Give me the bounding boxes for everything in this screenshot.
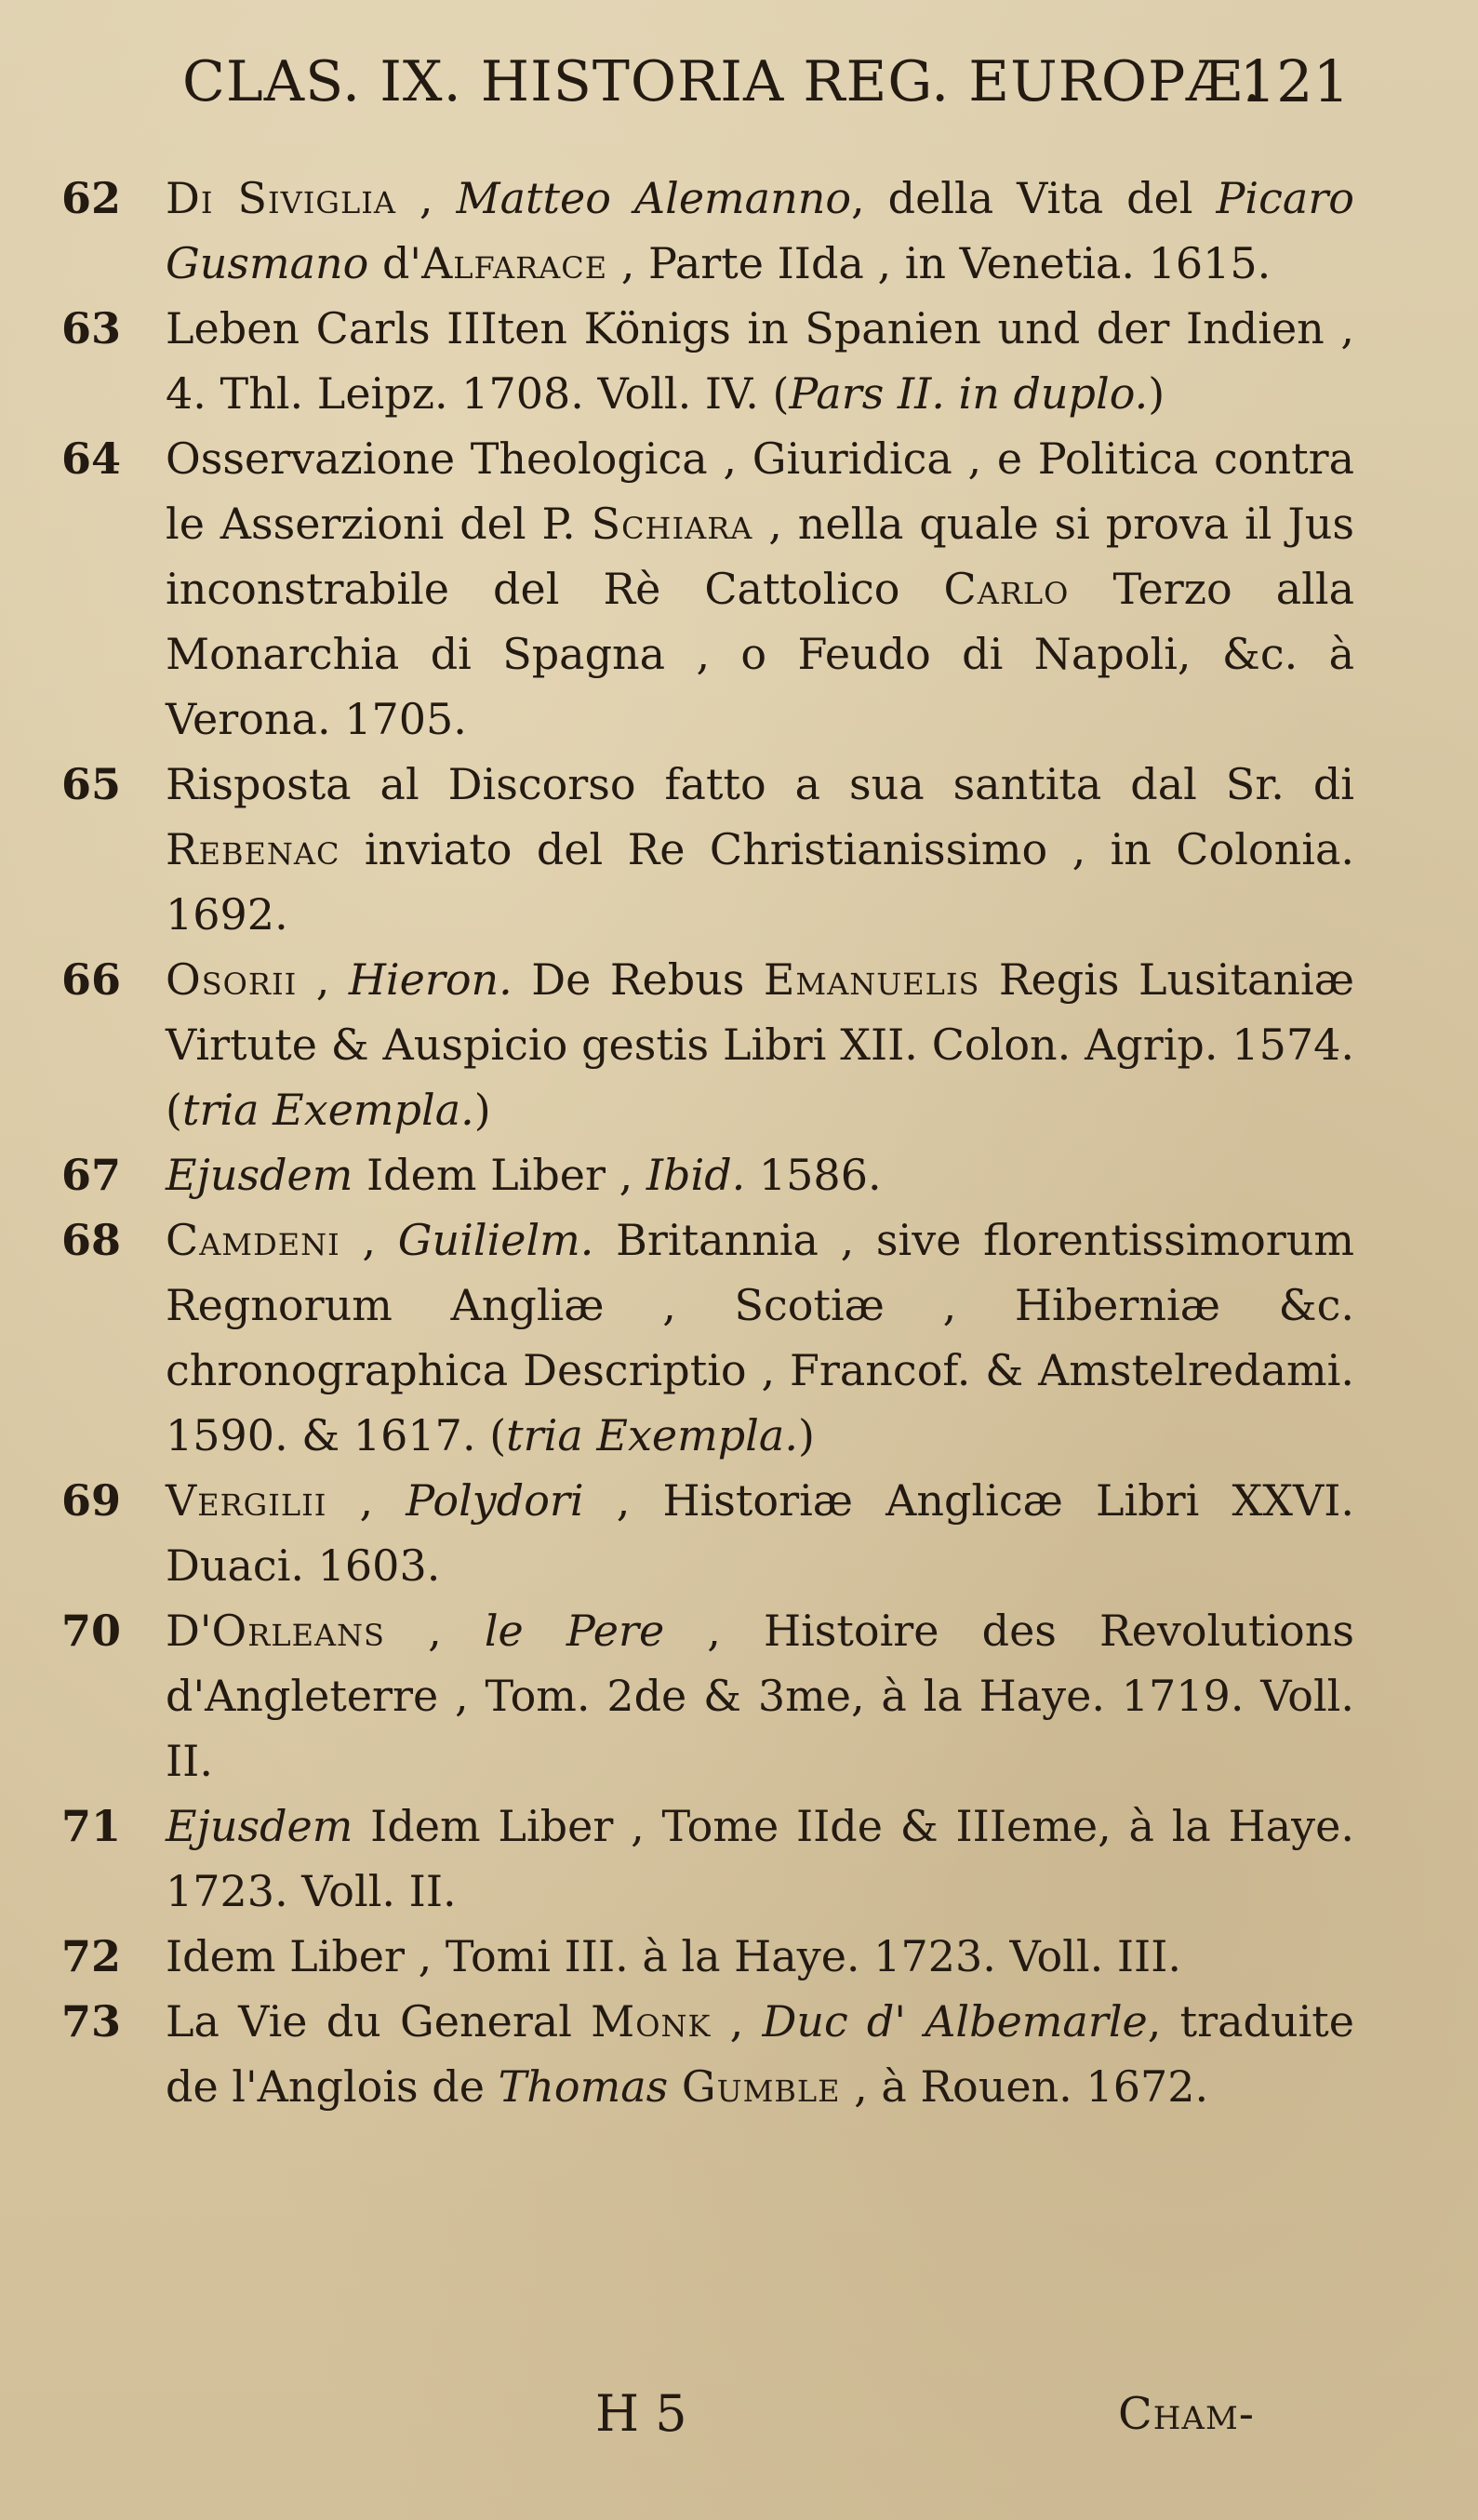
- small-caps-name: Gumble: [681, 2061, 841, 2112]
- entry-text: inviato del Re Christianissimo , in Colonia. 1692.: [166, 824, 1354, 940]
- running-header: [182, 35, 1350, 138]
- italic-text: Guilielm.: [397, 1215, 594, 1265]
- catalogue-entries: [61, 166, 1354, 2119]
- entry-text: , nella quale si prova il Jus inconstrabile del Rè Cattolico: [166, 499, 1355, 614]
- entry-text: Idem Liber ,: [353, 1150, 646, 1200]
- italic-text: Thomas: [498, 2061, 669, 2112]
- catalogue-entry: [61, 296, 1354, 426]
- entry-text: ,: [711, 1996, 763, 2047]
- small-caps-name: Camdeni: [166, 1215, 340, 1265]
- entry-number: 69: [61, 1475, 122, 1526]
- italic-text: tria Exempla.: [181, 1085, 474, 1135]
- entry-number: 64: [61, 433, 122, 484]
- entry-text: ): [1148, 368, 1165, 419]
- entry-text: , della Vita del: [851, 173, 1217, 223]
- signature-mark: H 5: [595, 2384, 687, 2443]
- catalogue-entry: [61, 1989, 1354, 2119]
- small-caps-name: Carlo: [943, 564, 1070, 614]
- small-caps-name: Monk: [591, 1996, 712, 2047]
- italic-text: Hieron.: [348, 954, 513, 1005]
- entry-text: , à Rouen. 1672.: [840, 2061, 1209, 2112]
- italic-text: Ibid.: [646, 1150, 746, 1200]
- entry-number: 73: [61, 1996, 122, 2047]
- entry-number: 65: [61, 759, 122, 809]
- entry-text: Risposta al Discorso fatto a sua santita dal Sr. di: [166, 759, 1354, 809]
- italic-text: tria Exempla.: [506, 1410, 798, 1460]
- entry-text: ,: [340, 1215, 398, 1265]
- catalogue-entry: [61, 426, 1354, 752]
- italic-text: le Pere: [484, 1606, 665, 1656]
- catalogue-entry: [61, 1598, 1354, 1793]
- entry-text: De Rebus: [512, 954, 764, 1005]
- entry-number: 70: [61, 1606, 122, 1656]
- small-caps-name: Emanuelis: [763, 954, 980, 1005]
- header-title: CLAS. IX. HISTORIA REG. EUROPÆ.: [182, 49, 1262, 114]
- small-caps-name: Alfarace: [421, 238, 608, 288]
- entry-text: ,: [326, 1475, 406, 1526]
- italic-text: Ejusdem: [166, 1150, 353, 1200]
- entry-text: ,: [384, 1606, 485, 1656]
- entry-text: , traduite de l'Anglois de: [166, 1996, 1354, 2112]
- entry-text: , Parte IIda , in Venetia. 1615.: [607, 238, 1272, 288]
- entry-number: 72: [61, 1931, 122, 1981]
- small-caps-name: Rebenac: [166, 824, 340, 874]
- page-number: 121: [1239, 47, 1350, 115]
- entry-text: Idem Liber , Tomi III. à la Haye. 1723. Voll. III.: [166, 1931, 1181, 1981]
- entry-text: Terzo alla Monarchia di Spagna , o Feudo di Napoli, &c. à Verona. 1705.: [166, 564, 1354, 744]
- small-caps-name: Vergilii: [166, 1475, 327, 1526]
- entry-number: 68: [61, 1215, 122, 1265]
- small-caps-name: Orleans: [211, 1606, 385, 1656]
- entry-text: , Histoire des Revolutions d'Angleterre , Tom. 2de & 3me, à la Haye. 1719. Voll. II.: [166, 1606, 1354, 1786]
- entry-text: D': [166, 1606, 212, 1656]
- entry-number: 66: [61, 954, 122, 1005]
- italic-text: Matteo Alemanno: [456, 173, 852, 223]
- entry-number: 67: [61, 1150, 122, 1200]
- entry-text: Leben Carls IIIten Königs in Spanien und der Indien , 4. Thl. Leipz. 1708. Voll. IV. (: [166, 303, 1354, 419]
- catalogue-entry: [61, 1207, 1354, 1468]
- entry-number: 63: [61, 303, 122, 353]
- italic-text: Ejusdem: [166, 1801, 353, 1851]
- entry-number: 62: [61, 173, 122, 223]
- entry-text: La Vie du General: [166, 1996, 592, 2047]
- catalogue-entry: [61, 1468, 1354, 1598]
- italic-text: Pars II. in duplo.: [789, 368, 1149, 419]
- catalogue-entry: [61, 1142, 1354, 1207]
- italic-text: Duc d' Albemarle: [762, 1996, 1148, 2047]
- catalogue-entry: [61, 947, 1354, 1142]
- entry-text: , Historiæ Anglicæ Libri XXVI. Duaci. 1603.: [166, 1475, 1354, 1591]
- entry-text: ): [797, 1410, 815, 1460]
- small-caps-name: Osorii: [166, 954, 298, 1005]
- catalogue-entry: [61, 752, 1354, 947]
- catalogue-entry: [61, 1924, 1354, 1989]
- small-caps-name: Schiara: [591, 499, 753, 549]
- catalogue-entry: [61, 1793, 1354, 1924]
- entry-text: [668, 2061, 682, 2112]
- entry-text: Regis Lusitaniæ Virtute & Auspicio gestis Libri XII. Colon. Agrip. 1574. (: [166, 954, 1354, 1135]
- catalogue-entry: [61, 166, 1354, 296]
- italic-text: Picaro Gusmano: [166, 173, 1355, 288]
- entry-text: Britannia , sive florentissimorum Regnorum Angliæ , Scotiæ , Hiberniæ &c. chronographica Descriptio , Francof. & Amstelredami. 1590. & 1617. (: [166, 1215, 1354, 1460]
- entry-text: d': [368, 238, 422, 288]
- entry-text: Idem Liber , Tome IIde & IIIeme, à la Haye. 1723. Voll. II.: [166, 1801, 1354, 1916]
- entry-text: ,: [297, 954, 349, 1005]
- entry-text: Osservazione Theologica , Giuridica , e Politica contra le Asserzioni del P.: [166, 433, 1354, 549]
- entry-text: ): [473, 1085, 491, 1135]
- italic-text: Polydori: [406, 1475, 584, 1526]
- small-caps-name: Di Siviglia: [166, 173, 396, 223]
- catchword: Cham-: [1118, 2388, 1255, 2440]
- entry-number: 71: [61, 1801, 122, 1851]
- entry-text: 1586.: [745, 1150, 882, 1200]
- entry-text: ,: [395, 173, 457, 223]
